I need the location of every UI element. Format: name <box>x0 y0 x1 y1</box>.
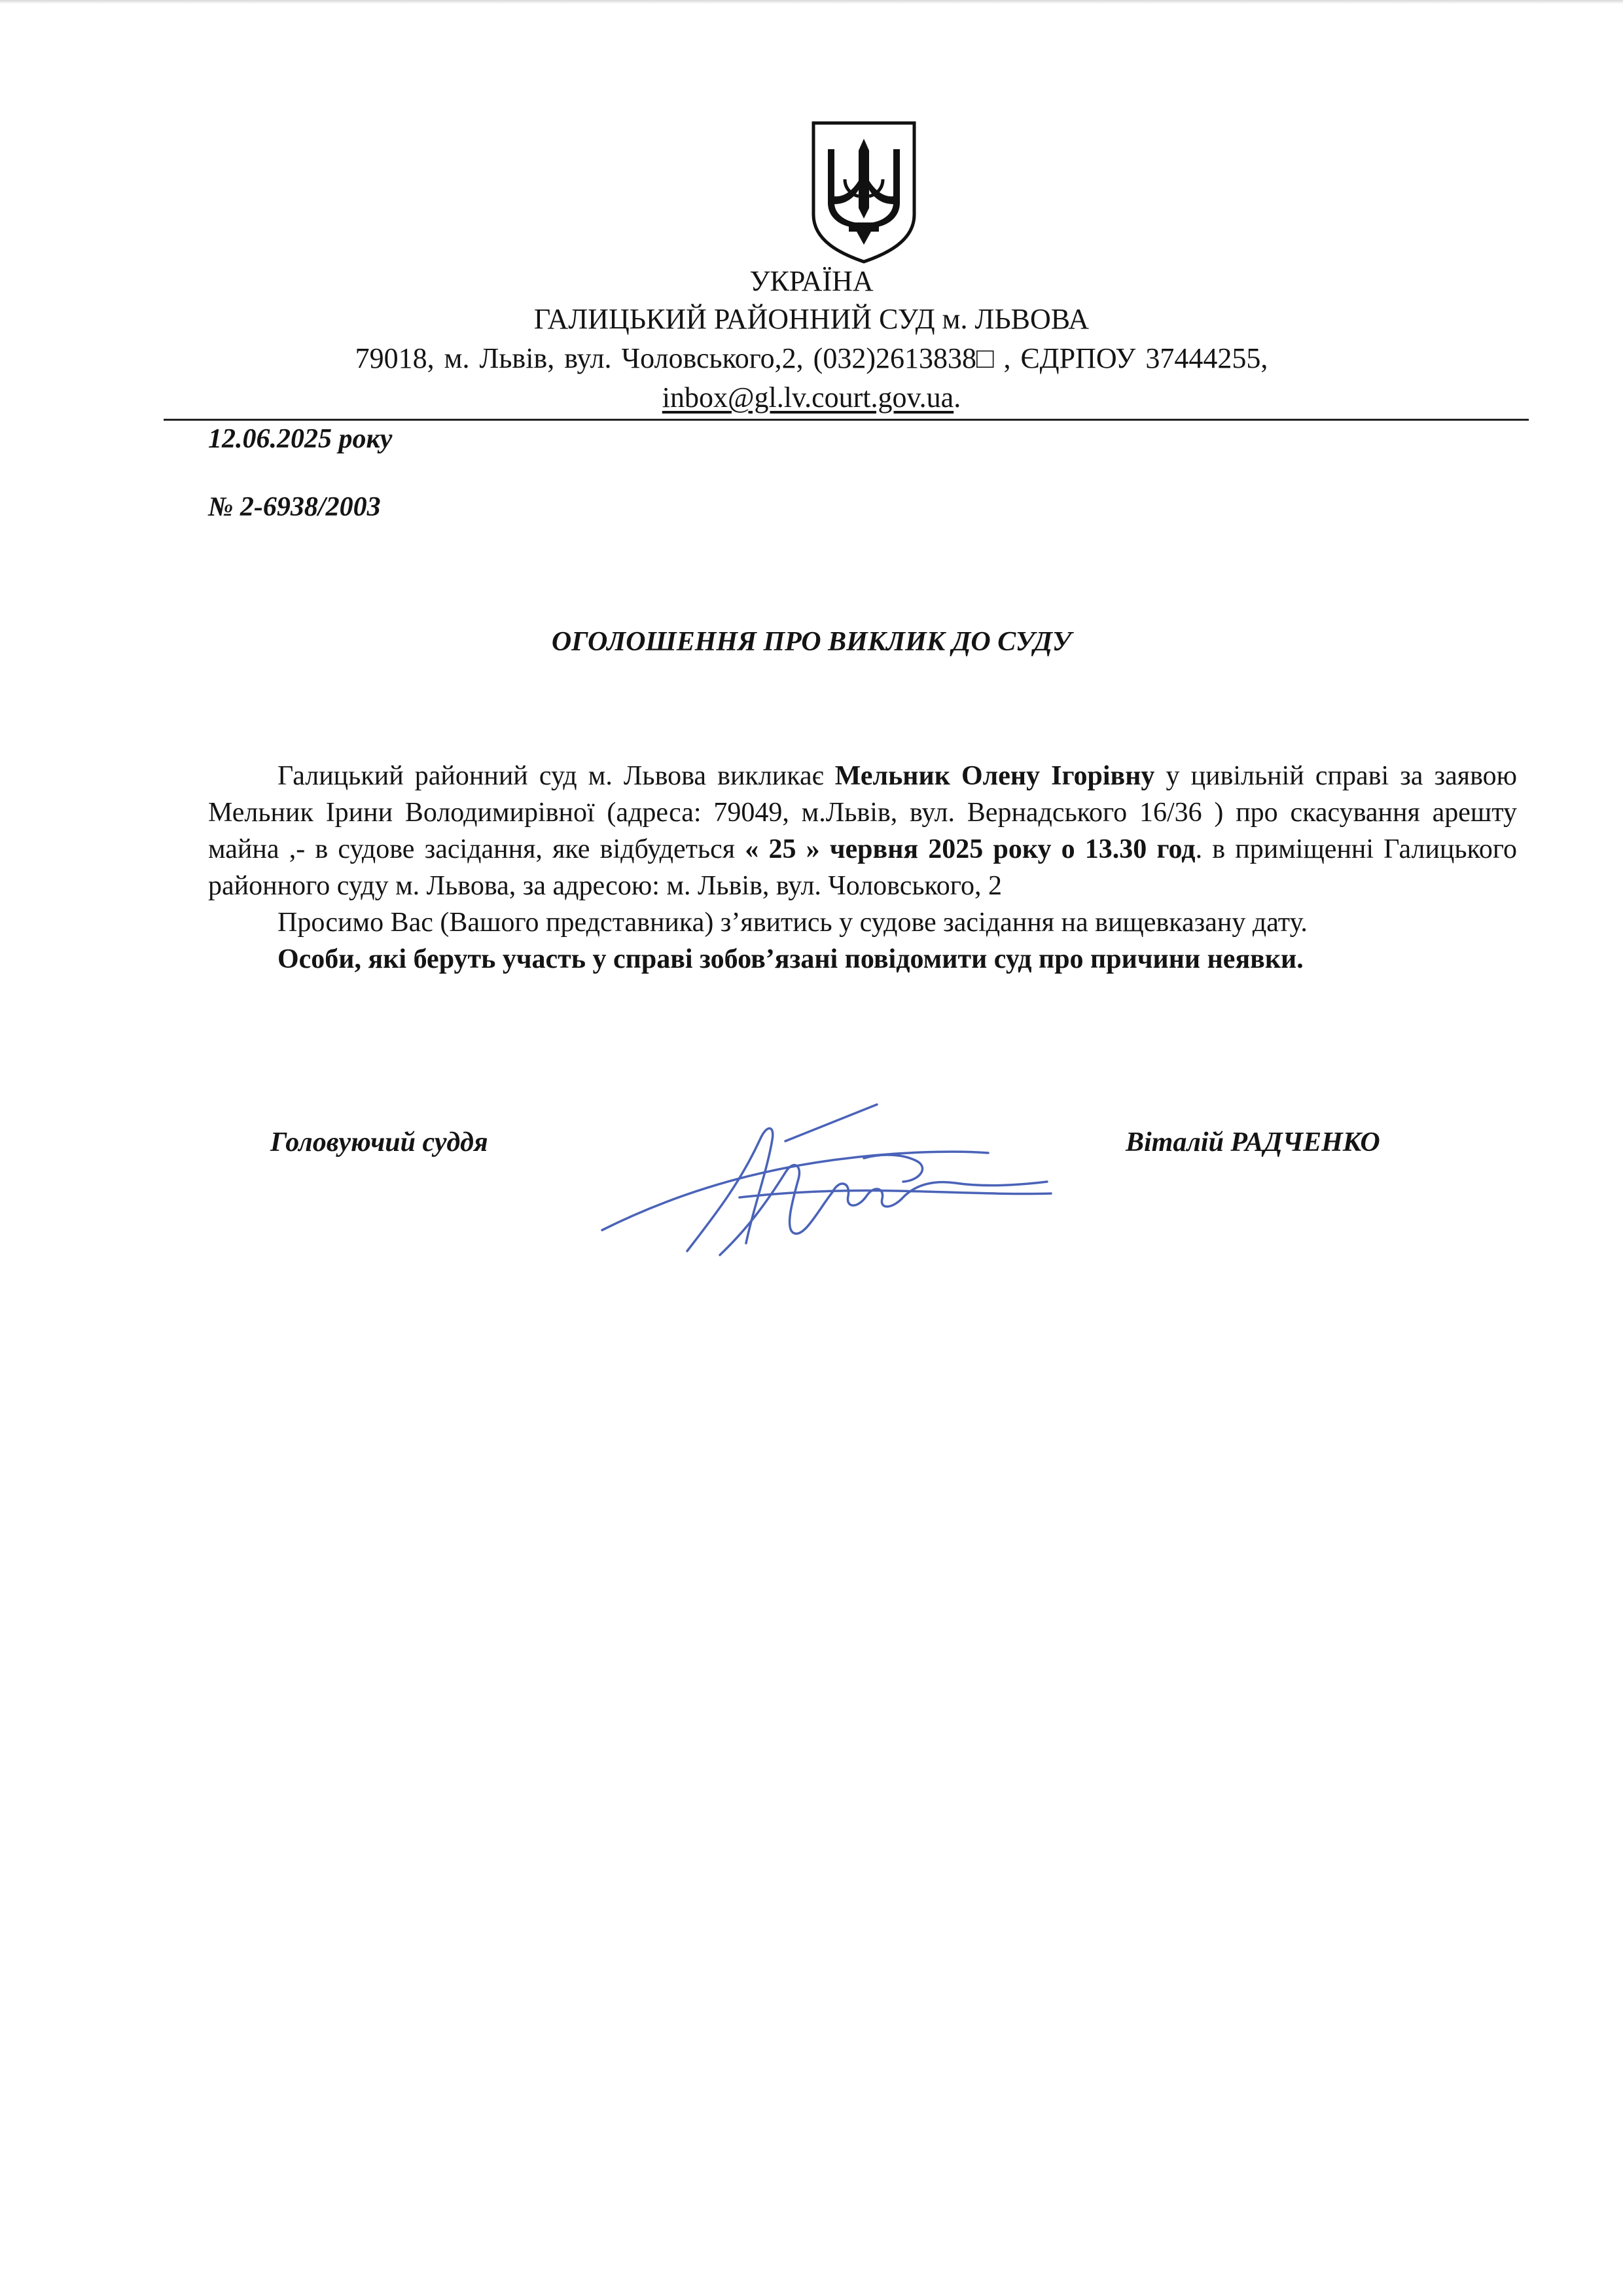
paragraph-request: Просимо Вас (Вашого представника) з’явитись у судове засідання на вищевказану дату. <box>277 908 1308 938</box>
judge-role: Головуючий суддя <box>270 1127 488 1157</box>
summons-text-case: у цивільній справі за заявою Мельник Ірини Володимирівної (адреса: 79049, м.Львів, вул. Вернадського 16/36 ) про скасування арешту майна ,- в судове засідання, яке відбудеться <box>208 761 1518 864</box>
paragraph-obligation <box>208 941 1517 978</box>
summons-text-intro: Галицький районний суд м. Львова викликає <box>277 761 835 791</box>
coat-of-arms-trident-icon <box>808 116 919 266</box>
court-address: 79018, м. Львів, вул. Чоловського,2, (032)2613838□ , ЄДРПОУ 37444255, <box>355 342 1268 374</box>
judge-name: Віталій РАДЧЕНКО <box>1126 1127 1380 1157</box>
country-name: УКРАЇНА <box>749 265 874 297</box>
paragraph-summons <box>208 758 1517 904</box>
notice-body <box>208 758 1517 978</box>
summoned-person-name: Мельник Олену Ігорівну <box>834 761 1155 791</box>
court-name: ГАЛИЦЬКИЙ РАЙОННИЙ СУД м. ЛЬВОВА <box>533 303 1090 335</box>
court-email-link[interactable]: inbox@gl.lv.court.gov.ua <box>662 381 954 414</box>
hearing-datetime: « 25 » червня 2025 року о 13.30 год <box>745 834 1196 864</box>
header-divider <box>164 419 1529 421</box>
signature-strokes <box>602 1104 1051 1255</box>
scan-edge <box>0 0 1623 4</box>
case-number: № 2-6938/2003 <box>208 492 381 522</box>
document-title: ОГОЛОШЕННЯ ПРО ВИКЛИК ДО СУДУ <box>551 627 1072 657</box>
document-date: 12.06.2025 року <box>208 424 393 454</box>
court-email-line <box>0 383 1623 412</box>
summons-text-location: . в приміщенні Галицького районного суду м. Львова, за адресою: м. Львів, вул. Чоловського, 2 <box>208 834 1518 901</box>
obligation-text: Особи, які беруть участь у справі зобов’язані повідомити суд про причини неявки. <box>277 944 1304 974</box>
handwritten-signature <box>589 1099 1060 1269</box>
email-suffix: . <box>954 381 961 414</box>
